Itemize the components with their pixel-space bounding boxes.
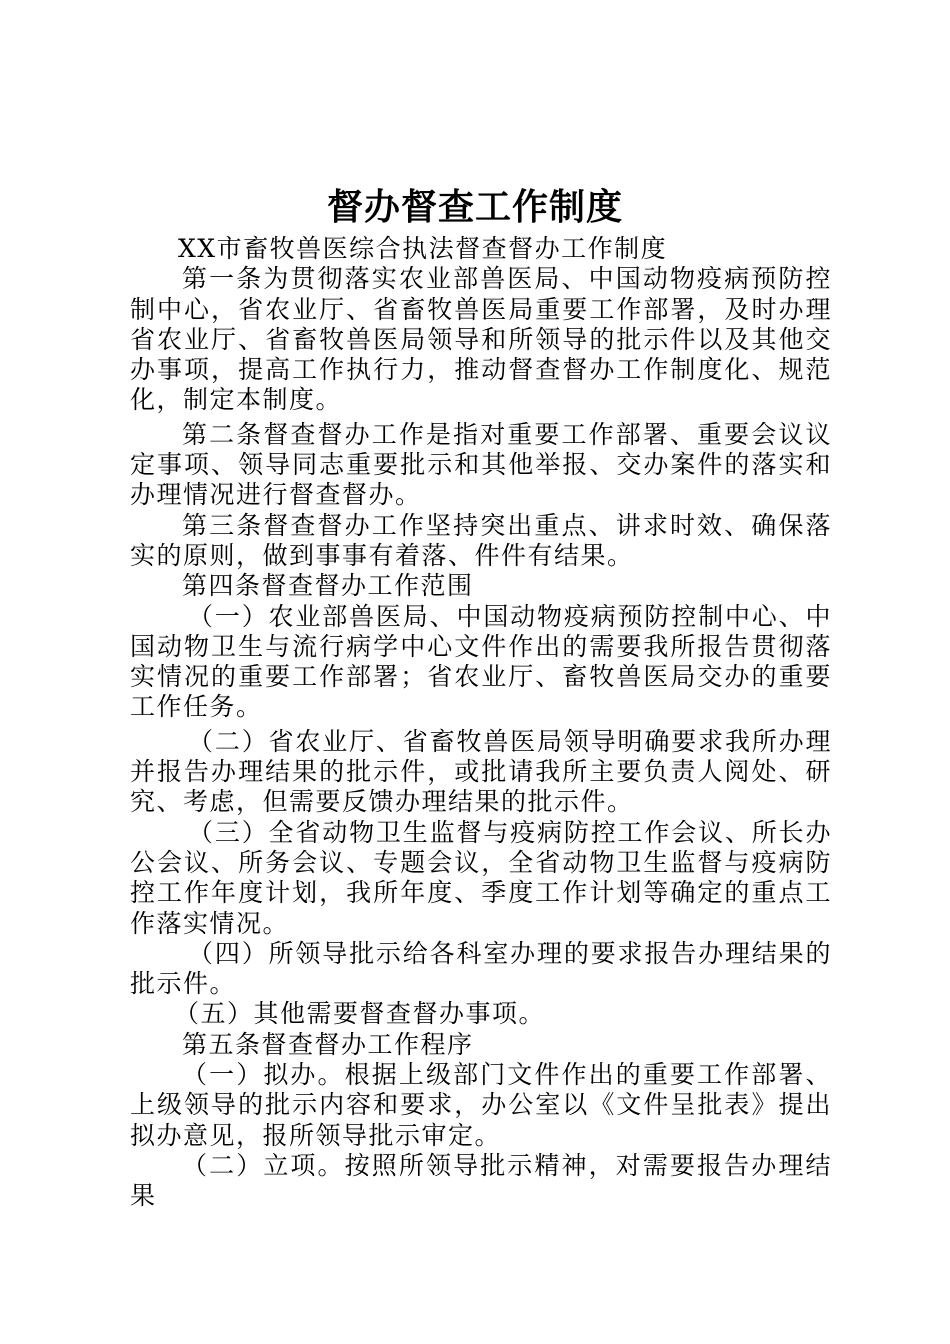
paragraph-procedure-1: （一）拟办。根据上级部门文件作出的重要工作部署、上级领导的批示内容和要求，办公室以《文件呈批表》提出拟办意见，报所领导批示审定。 xyxy=(130,1060,832,1150)
paragraph-procedure-2: （二）立项。按照所领导批示精神，对需要报告办理结果 xyxy=(130,1150,832,1211)
paragraph-scope-4: （四）所领导批示给各科室办理的要求报告办理结果的批示件。 xyxy=(130,938,832,999)
paragraph-scope-1: （一）农业部兽医局、中国动物疫病预防控制中心、中国动物卫生与流行病学中心文件作出的需要我所报告贯彻落实情况的重要工作部署；省农业厅、畜牧兽医局交办的重要工作任务。 xyxy=(130,601,832,722)
paragraph-scope-3: （三）全省动物卫生监督与疫病防控工作会议、所长办公会议、所务会议、专题会议，全省动物卫生监督与疫病防控工作年度计划，我所年度、季度工作计划等确定的重点工作落实情况。 xyxy=(130,817,832,938)
paragraph-article-2: 第二条督查督办工作是指对重要工作部署、重要会议议定事项、领导同志重要批示和其他举报、交办案件的落实和办理情况进行督查督办。 xyxy=(130,419,832,510)
paragraph-article-4-heading: 第四条督查督办工作范围 xyxy=(182,571,474,601)
paragraph-scope-2: （二）省农业厅、省畜牧兽医局领导明确要求我所办理并报告办理结果的批示件，或批请我所主要负责人阅处、研究、考虑，但需要反馈办理结果的批示件。 xyxy=(130,726,832,817)
paragraph-scope-5: （五）其他需要督查督办事项。 xyxy=(174,999,546,1029)
document-body xyxy=(130,234,832,1212)
paragraph-article-3: 第三条督查督办工作坚持突出重点、讲求时效、确保落实的原则，做到事事有着落、件件有结果。 xyxy=(130,510,832,570)
paragraph-article-5-heading: 第五条督查督办工作程序 xyxy=(182,1029,474,1059)
document-subtitle: XX市畜牧兽医综合执法督查督办工作制度 xyxy=(178,234,668,263)
paragraph-article-1: 第一条为贯彻落实农业部兽医局、中国动物疫病预防控制中心，省农业厅、省畜牧兽医局重要工作部署，及时办理省农业厅、省畜牧兽医局领导和所领导的批示件以及其他交办事项，提高工作执行力，推动督查督办工作制度化、规范化，制定本制度。 xyxy=(130,264,832,415)
document-title: 督办督查工作制度 xyxy=(326,187,623,228)
